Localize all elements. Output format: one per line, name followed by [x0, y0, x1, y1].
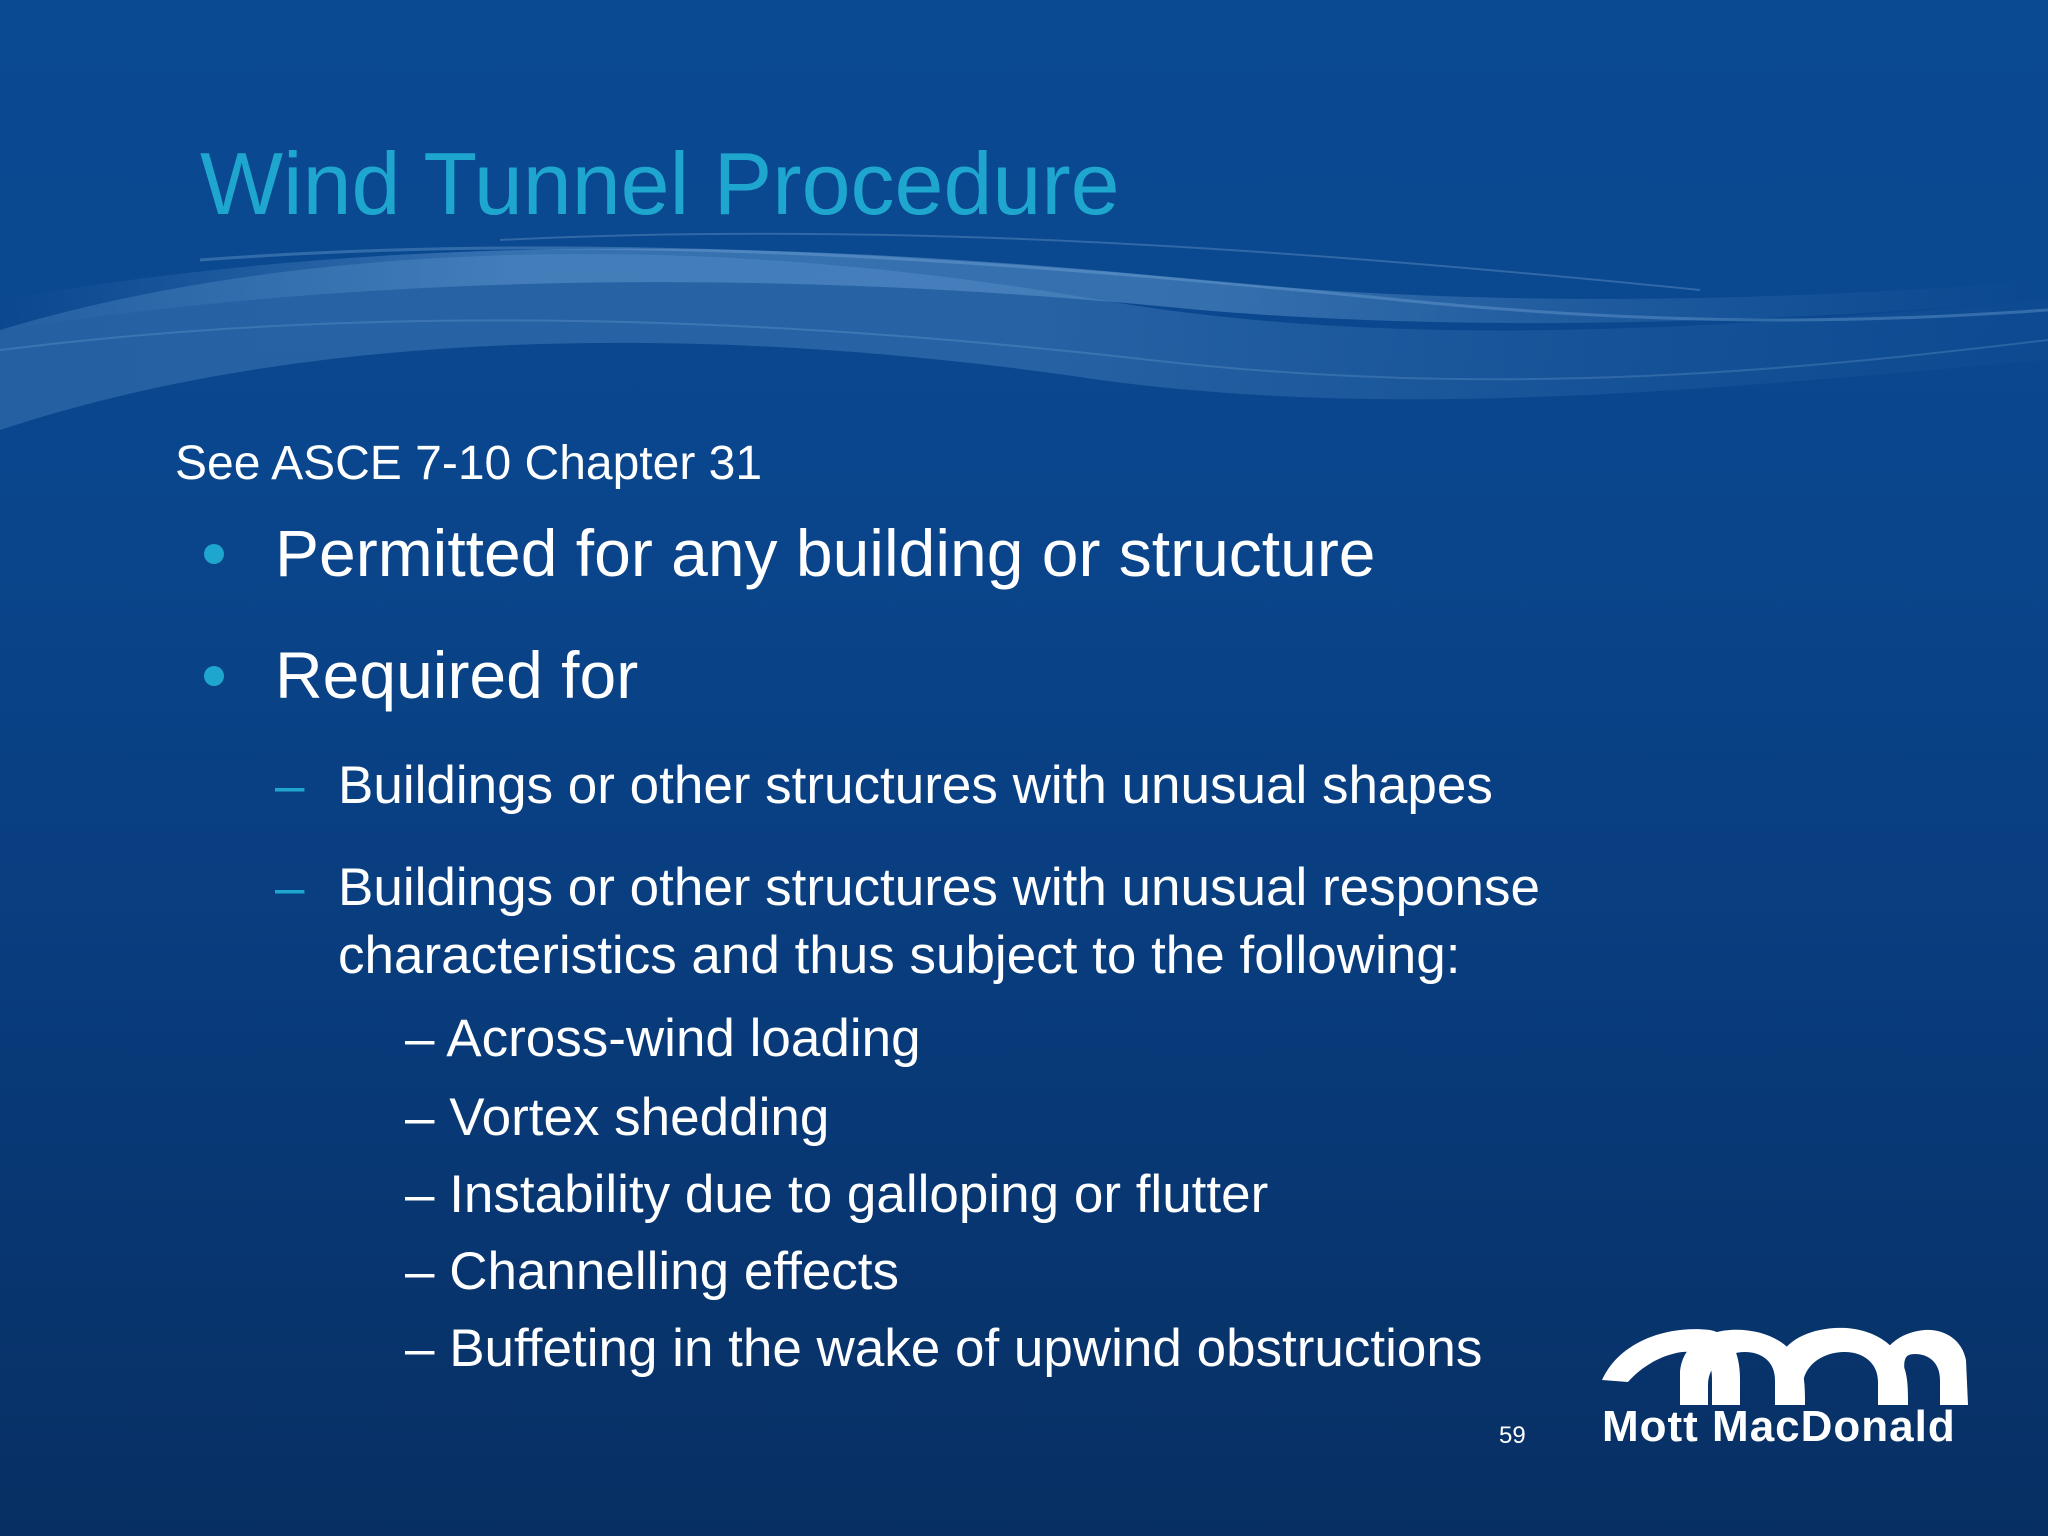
bullet-text: Permitted for any building or structure	[275, 516, 1376, 590]
bullet-dot-icon	[204, 544, 224, 564]
sub-sub-bullet: – Channelling effects	[405, 1242, 900, 1301]
logo-text: Mott MacDonald	[1602, 1402, 1956, 1451]
sub-sub-bullet: – Across-wind loading	[405, 1009, 921, 1068]
slide-title: Wind Tunnel Procedure	[200, 134, 1120, 233]
dash-marker: –	[275, 858, 305, 917]
bullet-dot-icon	[204, 666, 224, 686]
bullet-text: Required for	[275, 638, 639, 712]
page-number: 59	[1499, 1422, 1526, 1449]
dash-marker: –	[275, 756, 305, 815]
sub-bullet-text: Buildings or other structures with unusual shapes	[338, 756, 1493, 815]
sub-sub-bullet: – Buffeting in the wake of upwind obstructions	[405, 1319, 1483, 1378]
reference-text: See ASCE 7-10 Chapter 31	[175, 437, 763, 490]
sub-sub-bullet: – Instability due to galloping or flutter	[405, 1165, 1269, 1224]
sub-sub-bullet: – Vortex shedding	[405, 1088, 830, 1147]
sub-bullet-text-line1: Buildings or other structures with unusual response	[338, 858, 1540, 917]
sub-bullet-text-line2: characteristics and thus subject to the following:	[338, 926, 1461, 985]
